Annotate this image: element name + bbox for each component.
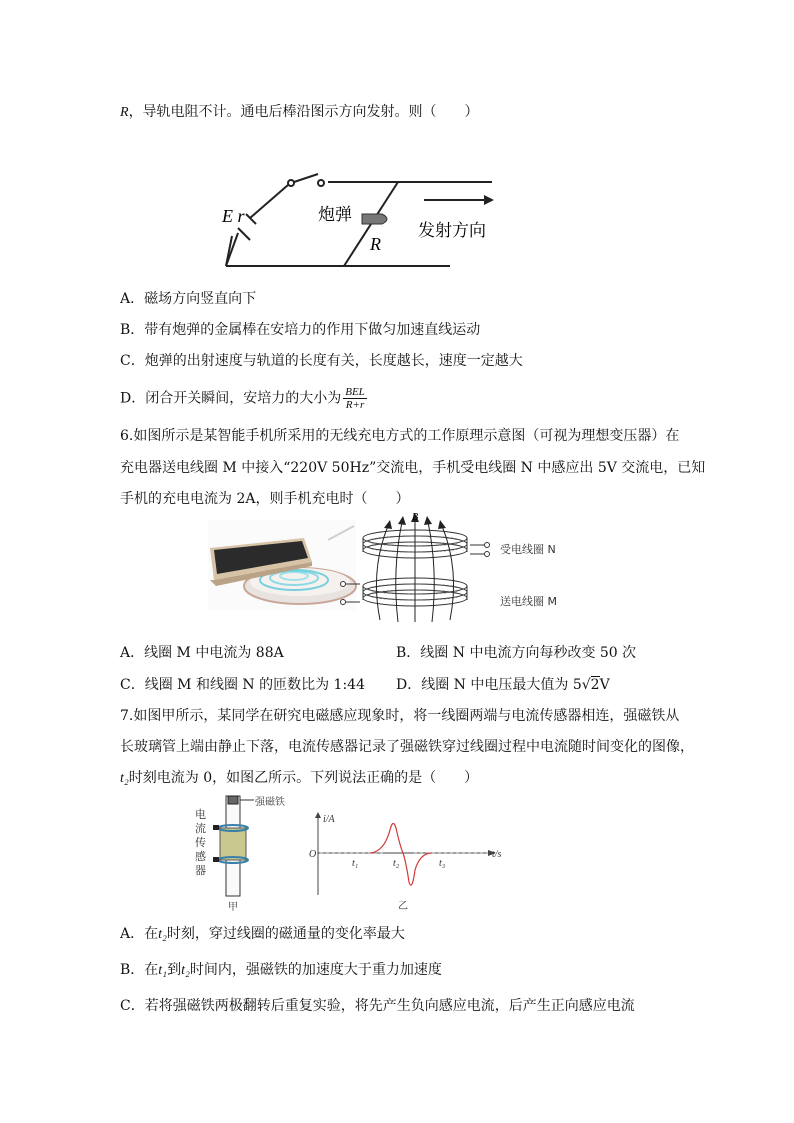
tick-label-t3: t₃: [439, 858, 446, 869]
q7-option-c: C．若将强磁铁两极翻转后重复实验，将先产生负向感应电流，后产生正向感应电流: [120, 998, 635, 1014]
q6-option-d: D．线圈 N 中电压最大值为 5√2V: [396, 677, 610, 693]
sensor-label-char: 传: [195, 836, 206, 849]
q5-option-d: D．闭合开关瞬间，安培力的大小为 $\frac{\text{BEL}}{R+r}$: [120, 386, 365, 411]
tick-label-t1: t₁: [352, 858, 359, 869]
magnet-label: 强磁铁: [255, 797, 285, 808]
q7-stem-line3: t₂时刻电流为 0，如图乙所示。下列说法正确的是（ ）: [120, 770, 479, 786]
sensor-label-char: 流: [195, 822, 206, 835]
q7-option-a: A．在t₂时刻，穿过线圈的磁通量的变化率最大: [120, 926, 405, 942]
coil-n-label: 受电线圈 N: [500, 543, 556, 556]
caption-jia: 甲: [228, 902, 238, 913]
coil-m-label: 送电线圈 M: [500, 595, 557, 608]
sensor-label-char: 器: [195, 864, 206, 877]
fraction: $\frac{\text{BEL}}{R+r}$: [345, 386, 365, 411]
q5-option-c: C．炮弹的出射速度与轨道的长度有关，长度越长，速度一定越大: [120, 353, 523, 369]
q5-stem: R，导轨电阻不计。通电后棒沿图示方向发射。则（ ）: [120, 104, 479, 120]
current-curve: [370, 823, 432, 885]
battery-label: E r: [222, 206, 245, 226]
q6-stem-line2: 充电器送电线圈 M 中接入“220V 50Hz”交流电，手机受电线圈 N 中感应出 5V 交流电，已知: [120, 460, 706, 476]
q7-option-b: B．在t₁到t₂时间内，强磁铁的加速度大于重力加速度: [120, 962, 442, 978]
x-axis-label: t/s: [492, 849, 502, 860]
sensor-label-char: 电: [195, 808, 206, 821]
direction-label: 发射方向: [418, 221, 486, 241]
q5-option-b: B．带有炮弹的金属棒在安培力的作用下做匀加速直线运动: [120, 322, 481, 338]
tick-label-t2: t₂: [393, 858, 400, 869]
field-label: B: [412, 512, 419, 523]
shell-label: 炮弹: [318, 205, 352, 225]
q6-option-c: C．线圈 M 和线圈 N 的匝数比为 1:44: [120, 677, 365, 693]
q5-option-a: A．磁场方向竖直向下: [120, 291, 257, 307]
rod-label: R: [370, 234, 381, 254]
q6-stem-line1: 6.如图所示是某智能手机所采用的无线充电方式的工作原理示意图（可视为理想变压器）在: [120, 428, 680, 444]
q6-stem-line3: 手机的充电电流为 2A，则手机充电时（ ）: [120, 491, 410, 507]
q7-stem-line1: 7.如图甲所示，某同学在研究电磁感应现象时，将一线圈两端与电流传感器相连，强磁铁从: [120, 708, 680, 724]
caption-yi: 乙: [398, 901, 408, 912]
y-axis-label: i/A: [323, 814, 335, 825]
sensor-label-char: 感: [195, 850, 206, 863]
q6-option-b: B．线圈 N 中电流方向每秒改变 50 次: [396, 645, 637, 661]
origin-label: O: [309, 849, 317, 860]
q6-option-a: A．线圈 M 中电流为 88A: [120, 645, 284, 661]
q7-stem-line2: 长玻璃管上端由静止下落，电流传感器记录了强磁铁穿过线圈过程中电流随时间变化的图像，: [120, 739, 694, 755]
